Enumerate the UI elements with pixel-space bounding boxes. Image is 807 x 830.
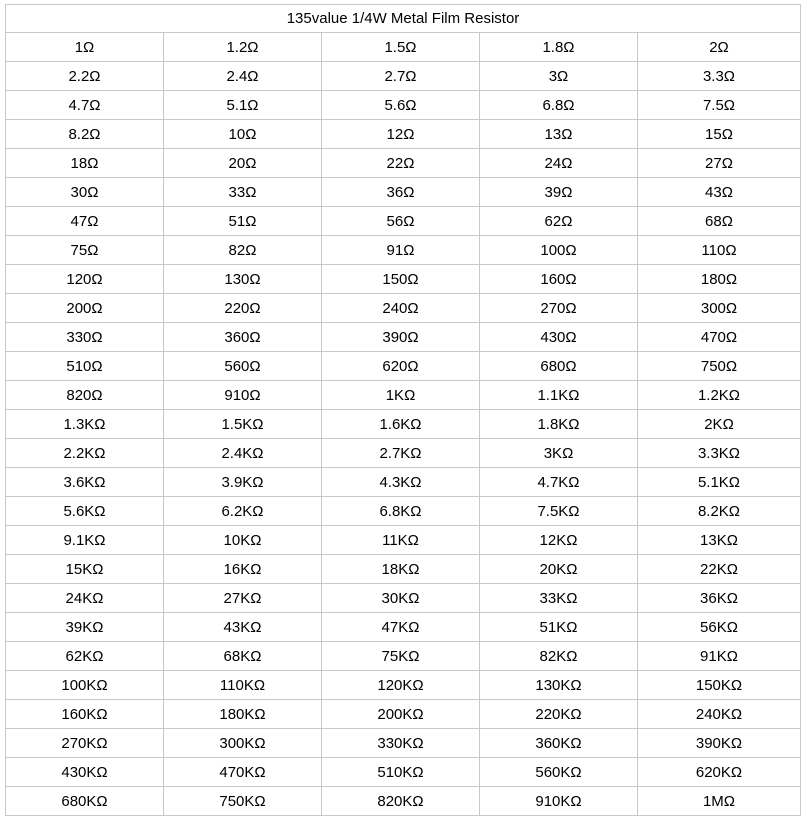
resistor-value-cell: 68Ω	[638, 207, 801, 236]
resistor-value-cell: 160KΩ	[6, 700, 164, 729]
resistor-value-cell: 5.6Ω	[322, 91, 480, 120]
table-row	[6, 584, 801, 613]
resistor-value-cell: 1.2Ω	[164, 33, 322, 62]
resistor-value-cell: 1.5Ω	[322, 33, 480, 62]
resistor-value-cell: 13KΩ	[638, 526, 801, 555]
table-row	[6, 642, 801, 671]
resistor-value-cell: 15Ω	[638, 120, 801, 149]
resistor-value-cell: 240Ω	[322, 294, 480, 323]
resistor-value-cell: 8.2Ω	[6, 120, 164, 149]
resistor-value-cell: 560KΩ	[480, 758, 638, 787]
resistor-value-cell: 1.6KΩ	[322, 410, 480, 439]
resistor-table-sheet	[5, 4, 800, 818]
resistor-value-cell: 56KΩ	[638, 613, 801, 642]
resistor-value-cell: 130Ω	[164, 265, 322, 294]
table-row	[6, 352, 801, 381]
resistor-value-cell: 200Ω	[6, 294, 164, 323]
resistor-value-cell: 2.7KΩ	[322, 439, 480, 468]
table-title-row	[6, 5, 801, 33]
resistor-value-cell: 4.3KΩ	[322, 468, 480, 497]
resistor-value-cell: 10KΩ	[164, 526, 322, 555]
resistor-value-cell: 470KΩ	[164, 758, 322, 787]
resistor-value-cell: 47Ω	[6, 207, 164, 236]
resistor-value-cell: 75Ω	[6, 236, 164, 265]
resistor-value-cell: 180Ω	[638, 265, 801, 294]
table-row	[6, 236, 801, 265]
resistor-value-cell: 27Ω	[638, 149, 801, 178]
resistor-value-cell: 91KΩ	[638, 642, 801, 671]
resistor-value-cell: 270KΩ	[6, 729, 164, 758]
resistor-value-cell: 13Ω	[480, 120, 638, 149]
table-row	[6, 120, 801, 149]
resistor-value-cell: 160Ω	[480, 265, 638, 294]
resistor-value-cell: 30Ω	[6, 178, 164, 207]
resistor-value-cell: 43KΩ	[164, 613, 322, 642]
resistor-value-cell: 240KΩ	[638, 700, 801, 729]
resistor-value-cell: 820Ω	[6, 381, 164, 410]
resistor-value-cell: 300Ω	[638, 294, 801, 323]
resistor-value-cell: 30KΩ	[322, 584, 480, 613]
resistor-value-cell: 36Ω	[322, 178, 480, 207]
resistor-value-cell: 4.7KΩ	[480, 468, 638, 497]
resistor-value-cell: 180KΩ	[164, 700, 322, 729]
resistor-value-cell: 3Ω	[480, 62, 638, 91]
table-row	[6, 149, 801, 178]
resistor-value-cell: 390Ω	[322, 323, 480, 352]
resistor-value-cell: 430Ω	[480, 323, 638, 352]
resistor-value-cell: 22Ω	[322, 149, 480, 178]
resistor-value-cell: 20KΩ	[480, 555, 638, 584]
resistor-value-cell: 62Ω	[480, 207, 638, 236]
resistor-value-cell: 33Ω	[164, 178, 322, 207]
table-row	[6, 33, 801, 62]
resistor-value-cell: 910Ω	[164, 381, 322, 410]
resistor-value-cell: 2.7Ω	[322, 62, 480, 91]
table-row	[6, 497, 801, 526]
resistor-value-cell: 43Ω	[638, 178, 801, 207]
table-row	[6, 671, 801, 700]
resistor-value-cell: 1KΩ	[322, 381, 480, 410]
resistor-value-cell: 820KΩ	[322, 787, 480, 816]
table-row	[6, 178, 801, 207]
resistor-value-cell: 2KΩ	[638, 410, 801, 439]
resistor-value-cell: 620KΩ	[638, 758, 801, 787]
resistor-value-cell: 68KΩ	[164, 642, 322, 671]
table-row	[6, 555, 801, 584]
resistor-value-cell: 220KΩ	[480, 700, 638, 729]
table-row	[6, 468, 801, 497]
table-row	[6, 526, 801, 555]
table-title: 135value 1/4W Metal Film Resistor	[6, 5, 801, 33]
resistor-value-cell: 150Ω	[322, 265, 480, 294]
table-row	[6, 207, 801, 236]
resistor-value-cell: 24Ω	[480, 149, 638, 178]
resistor-value-cell: 100Ω	[480, 236, 638, 265]
resistor-value-cell: 82KΩ	[480, 642, 638, 671]
table-row	[6, 439, 801, 468]
table-row	[6, 381, 801, 410]
resistor-value-cell: 18KΩ	[322, 555, 480, 584]
resistor-value-cell: 6.2KΩ	[164, 497, 322, 526]
resistor-value-cell: 3.3Ω	[638, 62, 801, 91]
resistor-value-cell: 6.8KΩ	[322, 497, 480, 526]
resistor-value-cell: 110KΩ	[164, 671, 322, 700]
resistor-value-cell: 39Ω	[480, 178, 638, 207]
resistor-value-cell: 33KΩ	[480, 584, 638, 613]
table-row	[6, 613, 801, 642]
resistor-value-cell: 120KΩ	[322, 671, 480, 700]
table-row	[6, 758, 801, 787]
resistor-value-cell: 11KΩ	[322, 526, 480, 555]
resistor-value-cell: 1MΩ	[638, 787, 801, 816]
resistor-value-cell: 390KΩ	[638, 729, 801, 758]
resistor-value-cell: 5.1KΩ	[638, 468, 801, 497]
resistor-value-cell: 20Ω	[164, 149, 322, 178]
resistor-value-cell: 360Ω	[164, 323, 322, 352]
table-row	[6, 729, 801, 758]
table-row	[6, 91, 801, 120]
table-row	[6, 787, 801, 816]
table-row	[6, 294, 801, 323]
resistor-value-cell: 24KΩ	[6, 584, 164, 613]
resistor-value-cell: 12Ω	[322, 120, 480, 149]
resistor-value-cell: 120Ω	[6, 265, 164, 294]
resistor-value-cell: 2.2KΩ	[6, 439, 164, 468]
resistor-value-cell: 2.2Ω	[6, 62, 164, 91]
resistor-value-cell: 62KΩ	[6, 642, 164, 671]
resistor-value-cell: 51KΩ	[480, 613, 638, 642]
resistor-value-cell: 1.2KΩ	[638, 381, 801, 410]
resistor-value-cell: 12KΩ	[480, 526, 638, 555]
resistor-value-cell: 1.8KΩ	[480, 410, 638, 439]
resistor-value-cell: 2.4KΩ	[164, 439, 322, 468]
resistor-value-cell: 1.8Ω	[480, 33, 638, 62]
resistor-value-cell: 4.7Ω	[6, 91, 164, 120]
resistor-value-cell: 560Ω	[164, 352, 322, 381]
resistor-value-cell: 3KΩ	[480, 439, 638, 468]
resistor-value-cell: 750KΩ	[164, 787, 322, 816]
resistor-value-cell: 1.3KΩ	[6, 410, 164, 439]
resistor-value-cell: 39KΩ	[6, 613, 164, 642]
resistor-value-cell: 330Ω	[6, 323, 164, 352]
resistor-value-cell: 10Ω	[164, 120, 322, 149]
resistor-value-cell: 82Ω	[164, 236, 322, 265]
resistor-value-cell: 56Ω	[322, 207, 480, 236]
resistor-value-cell: 3.3KΩ	[638, 439, 801, 468]
resistor-values-table	[5, 4, 801, 816]
resistor-value-cell: 16KΩ	[164, 555, 322, 584]
resistor-value-cell: 9.1KΩ	[6, 526, 164, 555]
resistor-value-cell: 200KΩ	[322, 700, 480, 729]
resistor-value-cell: 680Ω	[480, 352, 638, 381]
resistor-value-cell: 7.5KΩ	[480, 497, 638, 526]
resistor-value-cell: 18Ω	[6, 149, 164, 178]
table-row	[6, 265, 801, 294]
resistor-value-cell: 75KΩ	[322, 642, 480, 671]
resistor-value-cell: 15KΩ	[6, 555, 164, 584]
resistor-value-cell: 300KΩ	[164, 729, 322, 758]
resistor-value-cell: 510Ω	[6, 352, 164, 381]
resistor-value-cell: 2Ω	[638, 33, 801, 62]
resistor-value-cell: 270Ω	[480, 294, 638, 323]
resistor-value-cell: 51Ω	[164, 207, 322, 236]
resistor-value-cell: 5.6KΩ	[6, 497, 164, 526]
resistor-value-cell: 750Ω	[638, 352, 801, 381]
resistor-value-cell: 680KΩ	[6, 787, 164, 816]
resistor-value-cell: 6.8Ω	[480, 91, 638, 120]
resistor-value-cell: 36KΩ	[638, 584, 801, 613]
resistor-value-cell: 3.6KΩ	[6, 468, 164, 497]
resistor-value-cell: 91Ω	[322, 236, 480, 265]
resistor-value-cell: 620Ω	[322, 352, 480, 381]
resistor-value-cell: 8.2KΩ	[638, 497, 801, 526]
resistor-value-cell: 360KΩ	[480, 729, 638, 758]
resistor-value-cell: 22KΩ	[638, 555, 801, 584]
resistor-value-cell: 3.9KΩ	[164, 468, 322, 497]
table-row	[6, 700, 801, 729]
resistor-value-cell: 330KΩ	[322, 729, 480, 758]
resistor-value-cell: 5.1Ω	[164, 91, 322, 120]
resistor-value-cell: 130KΩ	[480, 671, 638, 700]
resistor-value-cell: 150KΩ	[638, 671, 801, 700]
resistor-value-cell: 1Ω	[6, 33, 164, 62]
table-row	[6, 323, 801, 352]
resistor-value-cell: 430KΩ	[6, 758, 164, 787]
table-row	[6, 62, 801, 91]
resistor-value-cell: 7.5Ω	[638, 91, 801, 120]
resistor-value-cell: 110Ω	[638, 236, 801, 265]
resistor-value-cell: 27KΩ	[164, 584, 322, 613]
resistor-value-cell: 910KΩ	[480, 787, 638, 816]
table-body	[6, 33, 801, 816]
resistor-value-cell: 47KΩ	[322, 613, 480, 642]
resistor-value-cell: 1.1KΩ	[480, 381, 638, 410]
resistor-value-cell: 100KΩ	[6, 671, 164, 700]
resistor-value-cell: 470Ω	[638, 323, 801, 352]
resistor-value-cell: 510KΩ	[322, 758, 480, 787]
resistor-value-cell: 220Ω	[164, 294, 322, 323]
table-row	[6, 410, 801, 439]
resistor-value-cell: 2.4Ω	[164, 62, 322, 91]
resistor-value-cell: 1.5KΩ	[164, 410, 322, 439]
